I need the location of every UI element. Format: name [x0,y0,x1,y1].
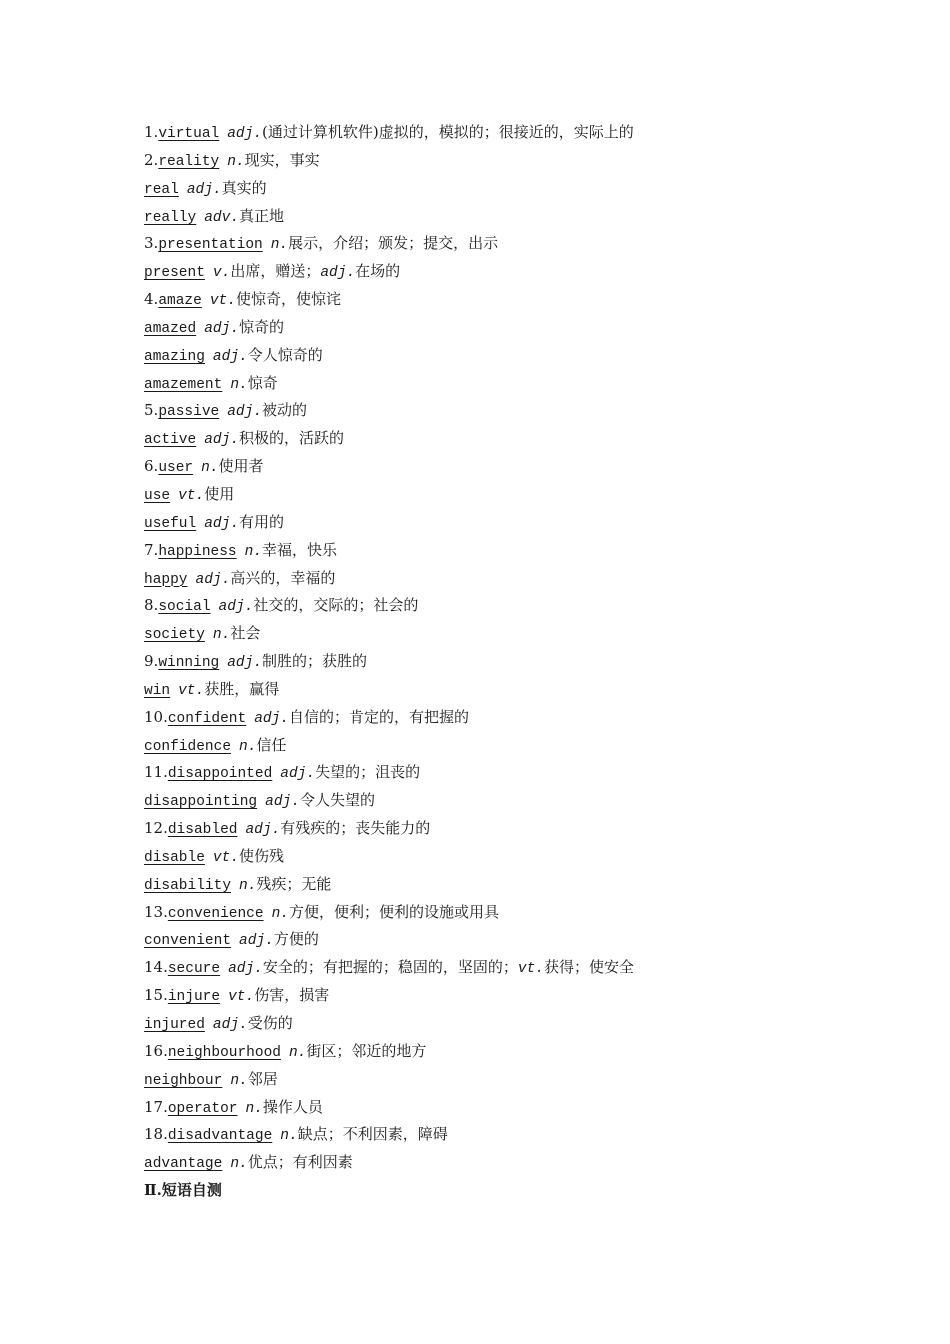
entry-word: user [158,460,194,477]
entry-word: disabled [167,822,238,839]
entry-definition: 方便的 [273,930,319,949]
entry-definition: 缺点；不利因素，障碍 [297,1125,448,1144]
entry-word: neighbour [144,1072,223,1089]
entry-pos: adj. [245,822,281,839]
entry-number: 11. [144,763,168,782]
vocab-entry [144,425,864,453]
entry-definition: 社交的，交际的；社会的 [253,596,419,615]
entry-pos: n. [244,543,263,560]
entry-definition-secondary: 获得；使安全 [544,958,635,977]
entry-definition: 展示，介绍；颁发；提交，出示 [288,234,499,253]
entry-definition: 获胜，赢得 [204,679,280,698]
entry-pos: adj. [227,126,263,142]
entry-pos: n. [230,1072,248,1089]
entry-number: 5. [144,401,159,420]
entry-number: 3. [144,234,159,253]
vocab-entry [144,1094,864,1122]
entry-word: disappointing [144,794,258,811]
entry-definition: 积极的，活跃的 [239,429,345,448]
entry-definition: 现实，事实 [244,150,320,169]
entry-definition: 幸福，快乐 [262,540,338,559]
entry-pos: vt. [178,487,205,504]
entry-word: amazing [144,348,205,365]
entry-definition: 方便，便利；便利的设施或用具 [288,902,499,921]
entry-definition: 伤害，损害 [254,986,330,1005]
entry-word: secure [167,961,221,978]
entry-word: really [144,209,197,226]
entry-pos: adj. [212,1017,248,1033]
entry-definition: 出席，赠送； [230,262,321,281]
vocab-entry [144,119,864,147]
entry-definition: 惊奇 [247,373,278,392]
entry-definition: 安全的；有把握的；稳固的，坚固的； [262,958,518,977]
entry-number: 7. [144,540,159,559]
entry-pos: adj. [227,655,263,672]
vocab-entry [144,286,864,314]
entry-definition-secondary: 在场的 [355,262,401,281]
entry-word: amaze [158,293,202,310]
entry-definition: 优点；有利因素 [247,1153,353,1172]
entry-definition: 惊奇的 [239,317,285,336]
vocab-entry [144,787,864,815]
entry-number: 16. [144,1041,168,1060]
entry-number: 10. [144,707,168,726]
entry-pos: n. [227,153,245,170]
vocab-entry [144,871,864,899]
entry-word: use [144,487,171,504]
vocab-entry [144,342,864,370]
vocab-entry [144,1038,864,1066]
entry-word: disadvantage [167,1128,273,1145]
vocab-entry [144,815,864,843]
entry-definition: 有残疾的；丧失能力的 [280,819,431,838]
entry-pos: n. [271,905,289,922]
entry-definition: 残疾；无能 [256,874,332,893]
entry-definition: 受伤的 [247,1014,293,1032]
entry-pos: vt. [209,293,236,310]
entry-definition: 被动的 [262,401,308,420]
entry-pos: adj. [228,961,263,978]
entry-definition: 令人失望的 [299,791,375,810]
entry-word: active [144,432,197,449]
vocab-entry [144,175,864,203]
vocab-entry [144,537,864,565]
entry-pos-secondary: vt. [517,961,545,978]
entry-pos-secondary: adj. [320,265,356,282]
entry-pos: v. [212,265,231,282]
entry-word: confidence [144,738,232,755]
vocab-entry [144,147,864,175]
entry-number: 4. [144,290,159,309]
vocab-entry [144,230,864,258]
vocab-entry [144,1149,864,1177]
section-heading: Ⅱ.短语自测 [144,1181,222,1200]
entry-definition: 有用的 [239,512,285,531]
entry-number: 1. [144,123,159,141]
entry-pos: adj. [212,348,248,365]
entry-word: injure [167,989,221,1006]
entry-pos: adj. [186,181,222,198]
entry-word: convenient [144,933,232,950]
entry-definition: 真正地 [239,206,285,225]
entry-pos: adj. [218,599,254,616]
entry-definition: 自信的；肯定的，有把握的 [289,707,470,726]
entry-pos: n. [201,460,219,477]
entry-word: passive [158,404,220,421]
vocab-entry [144,843,864,871]
entry-word: convenience [167,905,264,922]
entry-number: 14. [144,958,168,977]
entry-pos: n. [230,376,248,393]
entry-pos: adj. [195,571,231,588]
entry-pos: adv. [204,209,240,226]
vocab-entry [144,648,864,676]
vocab-entry [144,926,864,954]
entry-number: 2. [144,150,159,169]
entry-word: society [144,627,205,644]
vocab-entry [144,1066,864,1094]
entry-pos: adj. [204,320,240,337]
entry-word: amazed [144,320,197,337]
entry-definition: 高兴的，幸福的 [230,568,336,587]
entry-definition: (通过计算机软件)虚拟的，模拟的；很接近的，实际上的 [262,123,634,141]
vocab-entry [144,982,864,1010]
entry-pos: adj. [204,515,240,532]
entry-word: presentation [158,237,263,254]
vocab-entry [144,1121,864,1149]
entry-pos: n. [245,1100,263,1117]
entry-word: winning [158,655,220,672]
vocab-entry [144,759,864,787]
entry-pos: adj. [280,766,316,783]
entry-word: happiness [158,543,237,560]
vocab-entry [144,509,864,537]
entry-pos: n. [212,627,231,644]
entry-definition: 使惊奇，使惊诧 [235,290,341,309]
entry-word: operator [167,1100,238,1117]
vocab-entry [144,565,864,593]
entry-word: disable [144,849,205,866]
entry-number: 6. [144,457,159,476]
entry-word: neighbourhood [167,1044,281,1061]
entry-word: real [144,181,179,198]
entry-number: 8. [144,596,159,615]
vocab-entry [144,481,864,509]
entry-number: 9. [144,652,159,671]
entry-number: 13. [144,902,168,921]
entry-word: disappointed [167,766,273,783]
entry-pos: adj. [204,432,240,449]
entry-definition: 失望的；沮丧的 [315,763,421,782]
entry-pos: adj. [239,933,274,950]
vocab-entry [144,676,864,704]
entry-pos: n. [239,877,257,894]
entry-number: 15. [144,986,168,1005]
vocab-entry [144,954,864,982]
entry-pos: n. [288,1044,307,1061]
entry-definition: 信任 [256,735,287,754]
entry-definition: 邻居 [247,1069,278,1088]
entry-word: advantage [144,1156,223,1173]
entry-definition: 使用者 [218,457,264,476]
entry-definition: 真实的 [221,178,267,197]
vocab-entry [144,732,864,760]
entry-word: happy [144,571,188,588]
entry-pos: vt. [228,989,255,1006]
entry-pos: n. [239,738,257,755]
entry-word: reality [158,153,220,170]
entry-number: 17. [144,1097,168,1116]
entry-number: 18. [144,1125,168,1144]
vocab-entry [144,453,864,481]
vocab-entry [144,203,864,231]
vocab-entry [144,370,864,398]
entry-word: virtual [158,126,220,142]
entry-definition: 社会 [230,624,261,643]
entry-pos: n. [270,237,289,254]
entry-pos: vt. [212,849,240,866]
entry-word: amazement [144,376,223,393]
vocab-entry [144,1010,864,1038]
entry-definition: 操作人员 [262,1097,323,1116]
entry-definition: 令人惊奇的 [247,345,323,364]
entry-definition: 制胜的；获胜的 [262,652,368,671]
entry-pos: vt. [178,682,205,699]
vocab-entry [144,397,864,425]
entry-word: win [144,682,171,699]
vocab-entry [144,258,864,286]
entry-pos: adj. [227,404,263,421]
vocab-entry [144,899,864,927]
entry-definition: 使用 [204,484,235,503]
vocab-entry [144,704,864,732]
entry-pos: adj. [254,710,289,727]
entry-pos: n. [280,1128,298,1145]
entry-word: injured [144,1017,205,1033]
vocab-entry [144,592,864,620]
entry-definition: 使伤残 [239,846,285,865]
entry-definition: 街区；邻近的地方 [306,1041,427,1060]
vocabulary-list [144,119,864,1205]
entry-pos: n. [230,1156,248,1173]
entry-word: social [158,599,211,616]
vocab-entry [144,314,864,342]
entry-number: 12. [144,819,168,838]
entry-word: present [144,265,205,282]
entry-word: useful [144,515,197,532]
entry-word: confident [167,710,247,727]
entry-word: disability [144,877,232,894]
vocab-entry [144,620,864,648]
entry-pos: adj. [265,794,300,811]
